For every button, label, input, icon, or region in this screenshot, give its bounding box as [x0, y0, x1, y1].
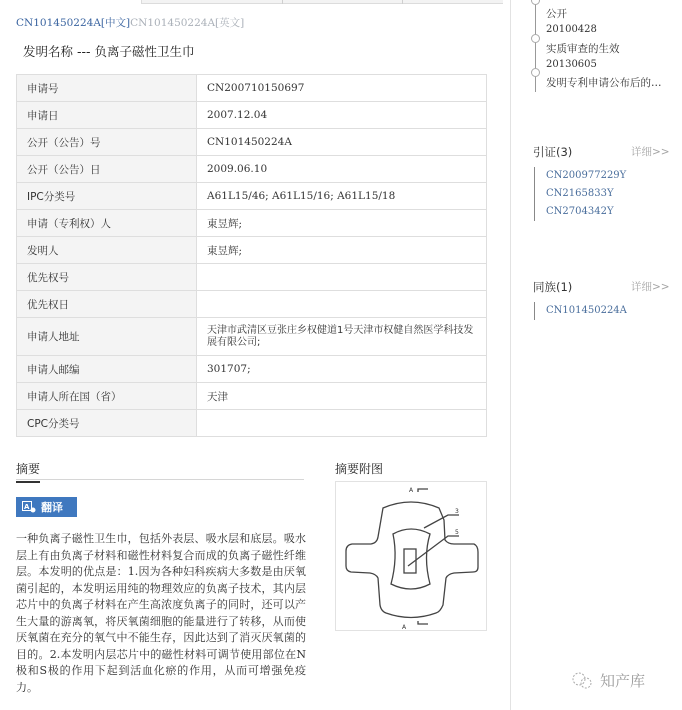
svg-text:5: 5: [455, 529, 459, 536]
tab-strip[interactable]: [141, 0, 503, 4]
row-key: 申请人邮编: [17, 356, 197, 383]
row-value: 東昱辉;: [197, 210, 487, 237]
patent-info-table: [16, 74, 487, 437]
figure-heading: 摘要附图: [335, 462, 384, 476]
timeline-dot-icon: [531, 34, 540, 43]
top-tab-bar: [16, 0, 488, 4]
svg-text:3: 3: [455, 508, 459, 515]
citation-link[interactable]: CN2704342Y: [546, 206, 614, 217]
timeline-event: 实质审查的生效: [546, 43, 620, 55]
translate-button[interactable]: [16, 497, 77, 517]
lang-link-english[interactable]: CN101450224A[英文]: [130, 17, 245, 29]
row-key: 申请人地址: [17, 318, 197, 356]
wechat-logo-icon: [570, 671, 594, 691]
row-value: [197, 264, 487, 291]
row-value: A61L15/46; A61L15/16; A61L15/18: [197, 183, 487, 210]
row-key: 优先权日: [17, 291, 197, 318]
table-row: [17, 264, 487, 291]
timeline-dot-icon: [531, 0, 540, 5]
table-row: [17, 410, 487, 437]
watermark: [570, 670, 645, 691]
svg-text:A: A: [409, 487, 414, 494]
row-key: 申请号: [17, 75, 197, 102]
row-value: 東昱辉;: [197, 237, 487, 264]
translate-label: 翻译: [41, 501, 63, 514]
table-row: [17, 356, 487, 383]
abstract-heading: [16, 460, 304, 480]
citations-list: [534, 167, 626, 221]
row-key: 发明人: [17, 237, 197, 264]
citation-link[interactable]: CN200977229Y: [546, 170, 627, 181]
row-value: [197, 410, 487, 437]
table-row: [17, 75, 487, 102]
row-value: 天津: [197, 383, 487, 410]
row-value: CN101450224A: [197, 129, 487, 156]
row-value: [197, 291, 487, 318]
row-key: 公开（公告）日: [17, 156, 197, 183]
table-row: [17, 291, 487, 318]
timeline-date: 20130605: [546, 59, 597, 70]
watermark-text: 知产库: [600, 672, 646, 690]
abstract-text: 一种负离子磁性卫生巾，包括外表层、吸水层和底层。吸水层上有由负离子材料和磁性材料复合而成的负离子磁性纤维层。本发明的优点是：1.因为各种妇科疾病大多数是由厌氧菌引起的，本发明运用纯的物理效应的负离子技术，其内层芯片中的负离子材料在产生高浓度负离子的同时，还可以产生大量的游离氧，将厌氧菌细胞的能量进行了转移，从而使厌氧菌在充分的氧气中不能生存，因此达到了消灭厌氧菌的目的。2.本发明内层芯片中的磁性材料可调节使用部位在N极和S极的作用下起到活血化瘀的作用，从而可增强免疫力。: [16, 532, 306, 694]
timeline-event: 发明专利申请公布后的…: [546, 77, 662, 89]
row-key: 申请人所在国（省）: [17, 383, 197, 410]
table-row: [17, 102, 487, 129]
family-title: 同族(1): [533, 280, 573, 294]
family-more-link[interactable]: 详细>>: [631, 281, 670, 293]
svg-text:A: A: [402, 624, 407, 630]
timeline-dot-icon: [531, 68, 540, 77]
row-key: 优先权号: [17, 264, 197, 291]
row-key: IPC分类号: [17, 183, 197, 210]
timeline-event: 公开: [546, 8, 567, 20]
family-list: [534, 302, 627, 320]
row-value: 天津市武清区豆张庄乡权健道1号天津市权健自然医学科技发展有限公司;: [197, 318, 487, 356]
citation-link[interactable]: CN2165833Y: [546, 188, 614, 199]
row-value: 2009.06.10: [197, 156, 487, 183]
table-row: [17, 383, 487, 410]
row-key: CPC分类号: [17, 410, 197, 437]
svg-text:A: A: [24, 503, 30, 511]
timeline-line: [535, 0, 536, 92]
tab-separator: [402, 0, 403, 4]
invention-title: 发明名称 --- 负离子磁性卫生巾: [23, 44, 195, 59]
citations-more-link[interactable]: 详细>>: [631, 146, 670, 158]
right-sidebar: [510, 0, 682, 710]
translate-icon: [22, 501, 36, 513]
tab-separator: [282, 0, 283, 4]
row-value: 2007.12.04: [197, 102, 487, 129]
table-row: [17, 210, 487, 237]
timeline-date: 20100428: [546, 24, 597, 35]
citations-title: 引证(3): [533, 145, 573, 159]
row-value: CN200710150697: [197, 75, 487, 102]
row-value: 301707;: [197, 356, 487, 383]
row-key: 申请（专利权）人: [17, 210, 197, 237]
family-link[interactable]: CN101450224A: [546, 305, 627, 316]
language-links: [16, 15, 244, 30]
table-row: [17, 237, 487, 264]
row-key: 公开（公告）号: [17, 129, 197, 156]
row-key: 申请日: [17, 102, 197, 129]
lang-link-chinese[interactable]: CN101450224A[中文]: [16, 17, 131, 29]
table-row: [17, 129, 487, 156]
table-row: [17, 318, 487, 356]
abstract-heading-label: 摘要: [16, 460, 40, 483]
sanitary-pad-diagram-icon: [336, 482, 486, 630]
table-row: [17, 183, 487, 210]
table-row: [17, 156, 487, 183]
abstract-figure[interactable]: [335, 481, 487, 631]
